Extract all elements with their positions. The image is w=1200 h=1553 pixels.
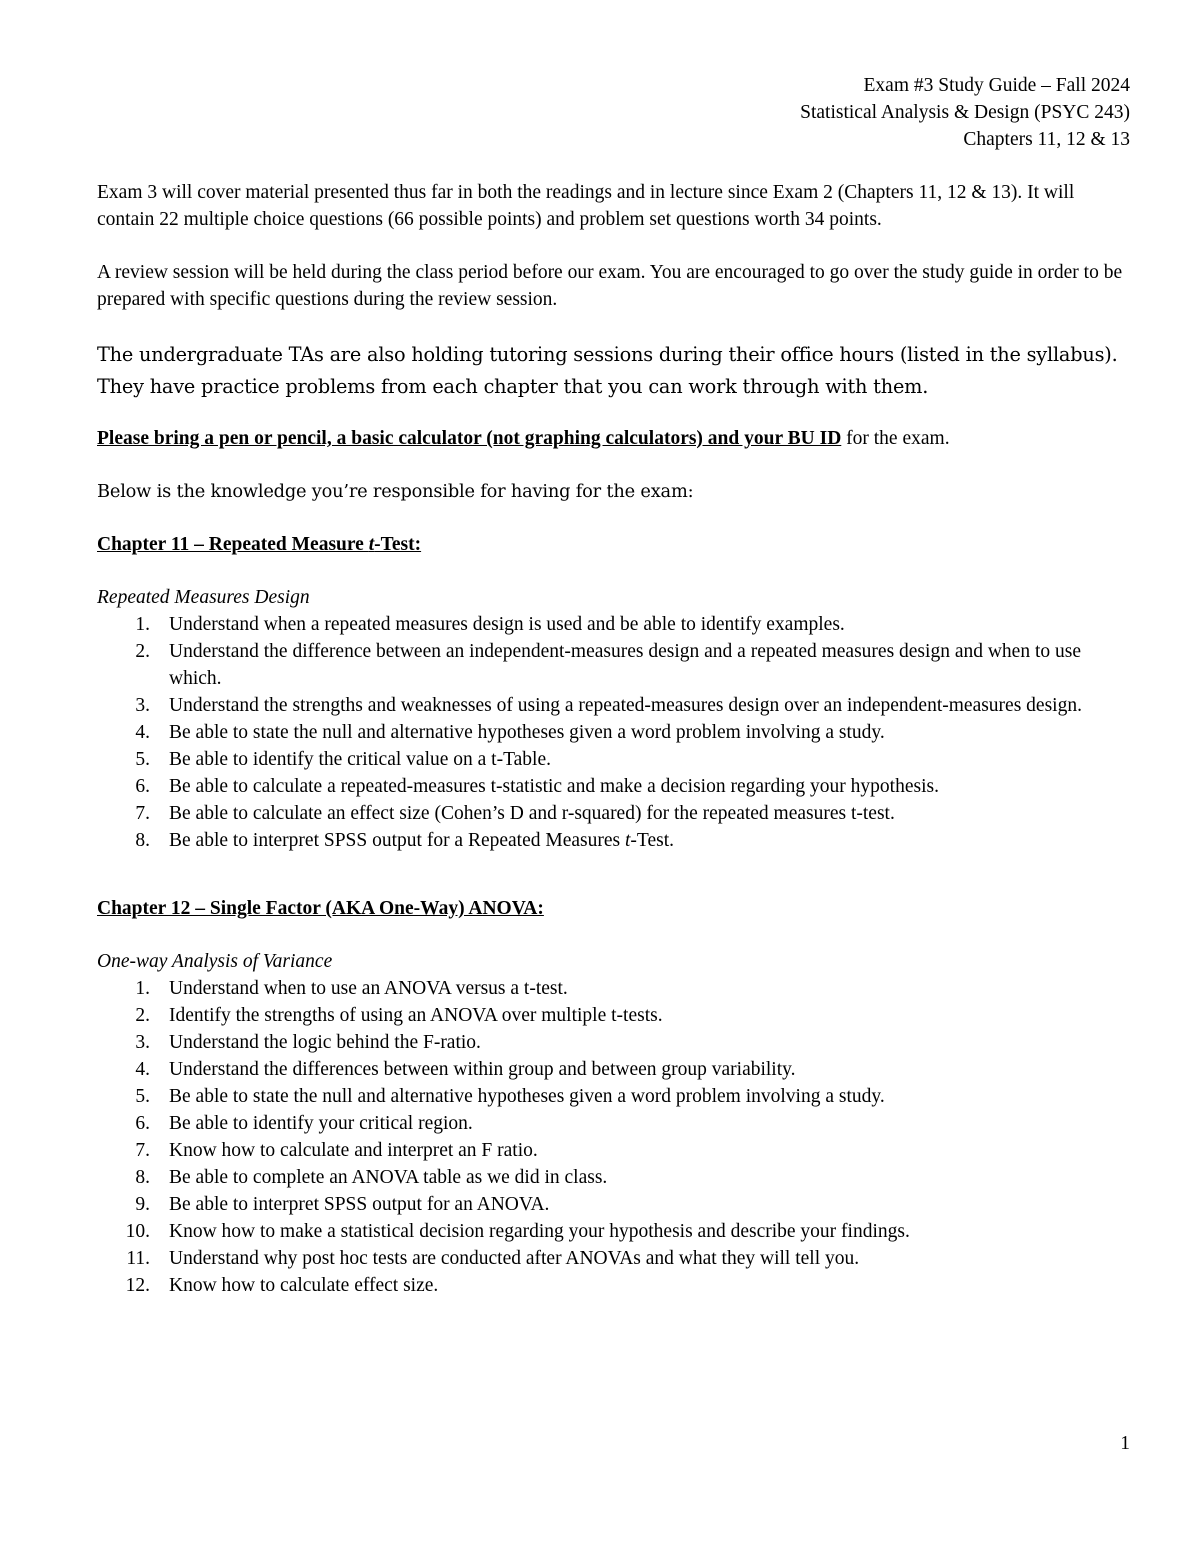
item-text: Understand the difference between an independent-measures design and a repeated measures design and when to use which. [169,641,1081,689]
item-number: 11. [126,1248,150,1269]
document-header [97,72,1130,153]
list-item [97,800,1130,827]
item-number: 1. [135,978,150,999]
item-number: 9. [135,1194,150,1215]
item-text: Know how to calculate and interpret an F ratio. [169,1140,538,1161]
item-number: 1. [135,614,150,635]
list-item [97,1137,1130,1164]
item-text-t: t [624,830,631,851]
document-page [97,72,1130,1299]
list-item [97,611,1130,638]
review-session-paragraph: A review session will be held during the class period before our exam. You are encouraged to go over the study guide in order to be prepared with specific questions during the review session. [97,262,1123,310]
item-number: 3. [135,695,150,716]
item-text: Be able to interpret SPSS output for an ANOVA. [169,1194,550,1215]
list-item [97,638,1130,692]
item-number: 10. [125,1221,150,1242]
item-text: Be able to calculate an effect size (Cohen’s D and r-squared) for the repeated measures t-test. [169,803,895,824]
item-number: 12. [125,1275,150,1296]
item-text: Identify the strengths of using an ANOVA over multiple t-tests. [169,1005,663,1026]
list-item [97,975,1130,1002]
list-item [97,1029,1130,1056]
item-number: 6. [135,1113,150,1134]
item-text: Be able to state the null and alternative hypotheses given a word problem involving a study. [169,1086,885,1107]
chapter-11-heading [97,531,1130,558]
item-number: 7. [135,1140,150,1161]
bring-items-rest: for the exam. [841,428,950,449]
item-text: Understand the strengths and weaknesses of using a repeated-measures design over an independent-measures design. [169,695,1082,716]
item-text: Understand the differences between within group and between group variability. [169,1059,796,1080]
item-text: Be able to calculate a repeated-measures t-statistic and make a decision regarding your hypothesis. [169,776,939,797]
item-number: 8. [135,1167,150,1188]
item-number: 7. [135,803,150,824]
list-item [97,1164,1130,1191]
list-item [97,1056,1130,1083]
item-number: 2. [135,1005,150,1026]
page-number: 1 [1120,1433,1130,1454]
header-chapters: Chapters 11, 12 & 13 [963,129,1130,150]
list-item [97,1272,1130,1299]
list-item [97,773,1130,800]
header-exam-title: Exam #3 Study Guide – Fall 2024 [863,75,1130,96]
list-item [97,1218,1130,1245]
list-item [97,1002,1130,1029]
item-text-end: -Test. [630,830,674,851]
chapter-11-title-part: Chapter 11 – Repeated Measure [97,534,369,555]
list-item [97,1083,1130,1110]
list-item [97,827,1130,854]
item-text: Be able to state the null and alternative hypotheses given a word problem involving a study. [169,722,885,743]
item-text: Know how to calculate effect size. [169,1275,439,1296]
chapter-12-subheading: One-way Analysis of Variance [97,951,333,972]
list-item [97,719,1130,746]
list-item [97,1110,1130,1137]
item-number: 6. [135,776,150,797]
bring-items-paragraph [97,425,1130,452]
list-item [97,1245,1130,1272]
chapter-11-subheading: Repeated Measures Design [97,587,310,608]
item-text: Know how to make a statistical decision regarding your hypothesis and describe your findings. [169,1221,910,1242]
item-number: 5. [135,749,150,770]
list-item [97,1191,1130,1218]
chapter-11-title-t: t [368,534,375,555]
item-number: 5. [135,1086,150,1107]
item-number: 2. [135,641,150,662]
item-text: Understand why post hoc tests are conducted after ANOVAs and what they will tell you. [169,1248,860,1269]
header-course-title: Statistical Analysis & Design (PSYC 243) [800,102,1130,123]
item-number: 4. [135,1059,150,1080]
knowledge-intro: Below is the knowledge you’re responsible for having for the exam: [97,481,694,502]
chapter-12-heading: Chapter 12 – Single Factor (AKA One-Way) ANOVA: [97,898,544,919]
list-item [97,692,1130,719]
item-text: Understand when a repeated measures design is used and be able to identify examples. [169,614,845,635]
bring-items-emphasis: Please bring a pen or pencil, a basic calculator (not graphing calculators) and your BU ID [97,428,842,449]
list-item [97,746,1130,773]
intro-paragraph: Exam 3 will cover material presented thus far in both the readings and in lecture since Exam 2 (Chapters 11, 12 & 13). It will contain 22 multiple choice questions (66 possible points) and problem set questions worth 34 points. [97,182,1075,230]
item-text: Be able to identify the critical value on a t-Table. [169,749,551,770]
item-text: Understand when to use an ANOVA versus a t-test. [169,978,568,999]
item-number: 8. [135,830,150,851]
chapter-11-list [97,611,1130,854]
chapter-12-list [97,975,1130,1299]
item-text: Be able to complete an ANOVA table as we did in class. [169,1167,608,1188]
item-number: 4. [135,722,150,743]
tutoring-paragraph: The undergraduate TAs are also holding tutoring sessions during their office hours (listed in the syllabus). They have practice problems from each chapter that you can work through with them. [97,343,1118,398]
item-text: Be able to interpret SPSS output for a Repeated Measures [169,830,625,851]
item-number: 3. [135,1032,150,1053]
item-text: Understand the logic behind the F-ratio. [169,1032,481,1053]
item-text: Be able to identify your critical region. [169,1113,473,1134]
chapter-11-title-end: -Test: [374,534,422,555]
